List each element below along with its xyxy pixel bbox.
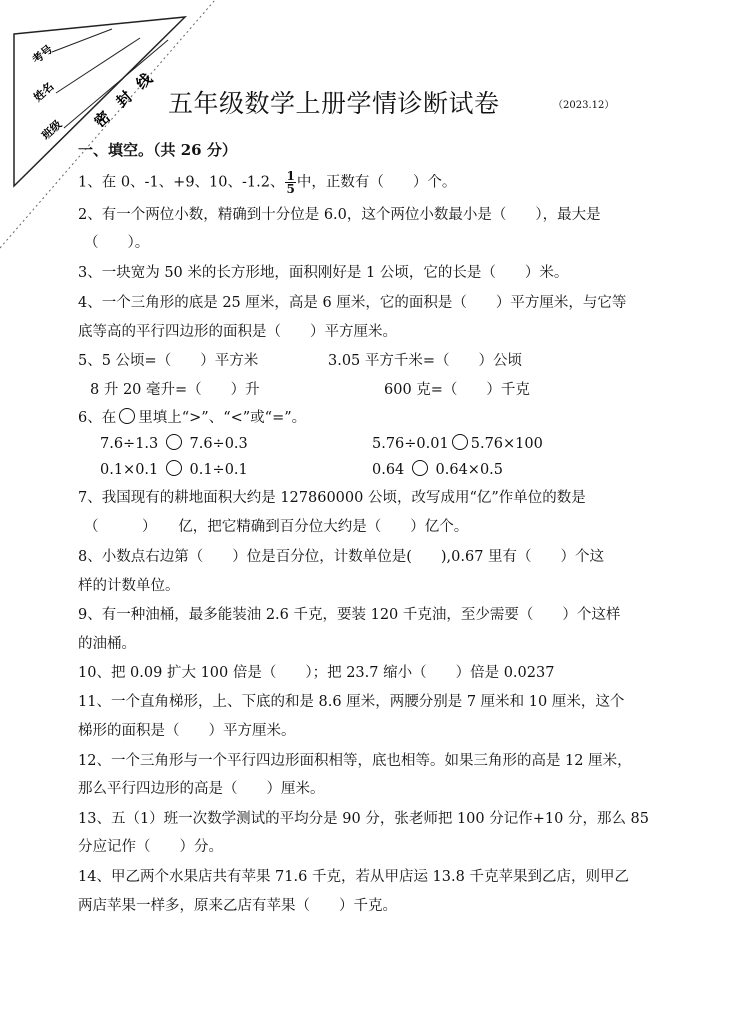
question-7-line-1: 7、我国现有的耕地面积大约是 127860000 公顷，改写成用“亿”作单位的数是 <box>78 490 586 506</box>
q6-item-4-right: 0.64×0.5 <box>435 462 504 478</box>
q6-item-4-left: 0.64 <box>372 462 405 478</box>
question-9-line-2: 的油桶。 <box>78 636 136 652</box>
q6-item-3 <box>100 460 248 480</box>
question-10: 10、把 0.09 扩大 100 倍是（ ）；把 23.7 缩小（ ）倍是 0.0237 <box>78 665 555 681</box>
seal-word-xian: 线 <box>132 69 156 93</box>
question-2-line-2: （ ）。 <box>84 235 150 251</box>
question-11-line-2: 梯形的面积是（ ）平方厘米。 <box>78 723 296 739</box>
question-3: 3、一块宽为 50 米的长方形地，面积刚好是 1 公顷，它的长是（ ）米。 <box>78 265 569 281</box>
q6-item-4 <box>372 460 503 480</box>
q6-item-3-left: 0.1×0.1 <box>100 462 159 478</box>
q1-text-after: 中，正数有（ ）个。 <box>296 174 457 191</box>
question-6-intro <box>78 408 306 428</box>
question-13-line-2: 分应记作（ ）分。 <box>78 839 223 855</box>
q1-text-before: 1、在 0、-1、+9、10、-1.2、 <box>78 174 285 191</box>
class-label: 班级 <box>39 117 65 143</box>
section-heading: 一、填空。（共 26 分） <box>78 141 237 159</box>
seal-word-feng: 封 <box>112 87 136 111</box>
name-underline <box>56 38 140 93</box>
question-11-line-1: 11、一个直角梯形，上、下底的和是 8.6 厘米，两腰分别是 7 厘米和 10 厘米，这个 <box>78 694 625 710</box>
question-5-c: 8 升 20 毫升=（ ）升 <box>90 382 260 398</box>
q6-item-2 <box>372 434 543 454</box>
question-14-line-2: 两店苹果一样多，原来乙店有苹果（ ）千克。 <box>78 898 397 914</box>
question-1 <box>78 170 456 195</box>
q6-item-2-left: 5.76÷0.01 <box>372 436 449 452</box>
page-title: 五年级数学上册学情诊断试卷 <box>168 89 500 118</box>
frac-denominator: 5 <box>286 182 295 196</box>
compare-circle-icon[interactable] <box>166 460 182 476</box>
question-8-line-1: 8、小数点右边第（ ）位是百分位，计数单位是( ),0.67 里有（ ）个这 <box>78 549 605 565</box>
question-9-line-1: 9、有一种油桶，最多能装油 2.6 千克，要装 120 千克油，至少需要（ ）个这样 <box>78 607 621 623</box>
question-12-line-1: 12、一个三角形与一个平行四边形面积相等，底也相等。如果三角形的高是 12 厘米， <box>78 753 632 769</box>
question-5-d: 600 克=（ ）千克 <box>384 382 530 398</box>
q6-item-2-right: 5.76×100 <box>470 436 543 452</box>
q6-intro-after: 里填上“>”、“<”或“=”。 <box>138 410 307 426</box>
question-8-line-2: 样的计数单位。 <box>78 578 180 594</box>
compare-circle-icon[interactable] <box>412 460 428 476</box>
q6-intro-before: 6、在 <box>78 410 117 426</box>
question-14-line-1: 14、甲乙两个水果店共有苹果 71.6 千克，若从甲店运 13.8 千克苹果到乙店，则甲乙 <box>78 869 629 885</box>
question-7-line-2: （ ） 亿，把它精确到百分位大约是（ ）亿个。 <box>84 519 469 535</box>
question-5-b: 3.05 平方千米=（ ）公顷 <box>328 353 523 369</box>
name-label: 姓名 <box>31 79 57 105</box>
fraction-one-fifth <box>285 170 295 195</box>
q6-item-1-left: 7.6÷1.3 <box>100 436 159 452</box>
question-12-line-2: 那么平行四边形的高是（ ）厘米。 <box>78 781 325 797</box>
q6-item-1-right: 7.6÷0.3 <box>189 436 248 452</box>
compare-circle-icon[interactable] <box>166 434 182 450</box>
question-2-line-1: 2、有一个两位小数，精确到十分位是 6.0，这个两位小数最小是（ ），最大是 <box>78 207 601 223</box>
title-date: （2023.12） <box>553 100 615 111</box>
circle-icon <box>119 408 135 424</box>
question-5-a: 5、5 公顷=（ ）平方米 <box>78 353 259 369</box>
q6-item-3-right: 0.1÷0.1 <box>189 462 248 478</box>
question-4-line-2: 底等高的平行四边形的面积是（ ）平方厘米。 <box>78 324 397 340</box>
kaohao-underline <box>52 29 112 52</box>
q6-item-1 <box>100 434 248 454</box>
question-13-line-1: 13、五（1）班一次数学测试的平均分是 90 分，张老师把 100 分记作+10 分，那么 85 <box>78 811 650 827</box>
frac-numerator: 1 <box>286 169 295 183</box>
seal-word-mi: 密 <box>90 107 114 131</box>
question-4-line-1: 4、一个三角形的底是 25 厘米，高是 6 厘米，它的面积是（ ）平方厘米，与它等 <box>78 295 627 311</box>
kaohao-label: 考号 <box>29 42 56 67</box>
compare-circle-icon[interactable] <box>452 434 468 450</box>
